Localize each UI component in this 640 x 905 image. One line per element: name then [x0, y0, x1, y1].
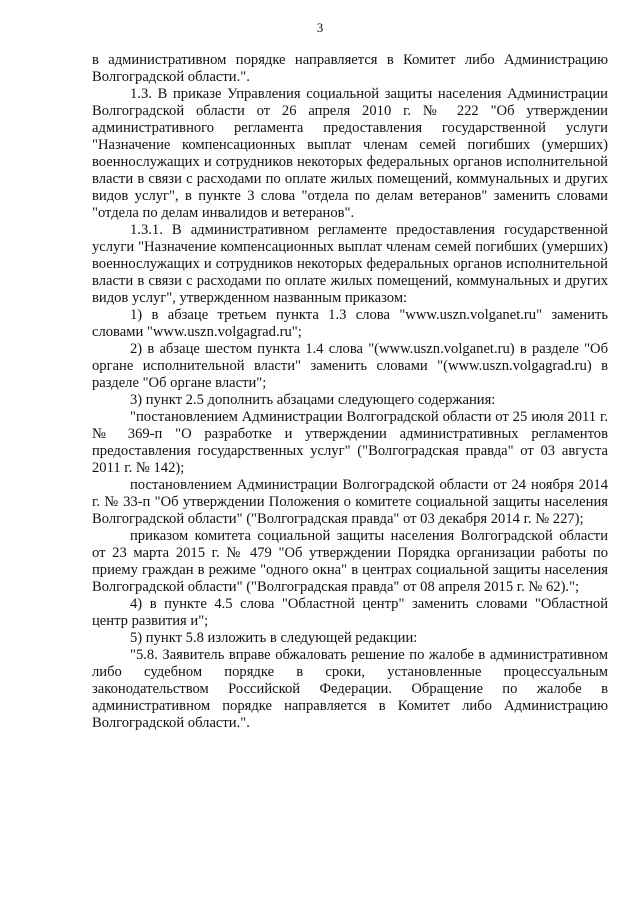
- paragraph-1-3: 1.3. В приказе Управления социальной защиты населения Администрации Волгоградской области от 26 апреля 2010 г. № 222 "Об утверждении административного регламента предоставления государственной услуги "Назначение компенсационных выплат членам семей погибших (умерших) военнослужащих и сотрудников некоторых федеральных органов исполнительной власти в связи с расходами по оплате жилых помещений, коммунальных и других видов услуг", в пункте 3 слова "отдела по делам ветеранов" заменить словами "отдела по делам инвалидов и ветеранов".: [92, 86, 608, 221]
- quoted-paragraph-1: "постановлением Администрации Волгоградской области от 25 июля 2011 г. № 369-п "О разработке и утверждении административных регламентов предоставления государственных услуг" ("Волгоградская правда" от 03 августа 2011 г. № 142);: [92, 409, 608, 476]
- list-item-2: 2) в абзаце шестом пункта 1.4 слова "(www.uszn.volganet.ru) в разделе "Об органе исполнительной власти" заменить словами "(www.uszn.volgagrad.ru) в разделе "Об органе власти";: [92, 341, 608, 391]
- list-item-5: 5) пункт 5.8 изложить в следующей редакции:: [130, 630, 418, 646]
- document-body: [92, 52, 608, 732]
- page-number: 3: [316, 20, 324, 35]
- quoted-paragraph-5-8: "5.8. Заявитель вправе обжаловать решение по жалобе в административном либо судебном порядке в сроки, установленные процессуальным законодательством Российской Федерации. Обращение по жалобе в административном порядке направляется в Комитет либо Администрацию Волгоградской области.".: [92, 647, 608, 731]
- paragraph-1-3-1: 1.3.1. В административном регламенте предоставления государственной услуги "Назначение компенсационных выплат членам семей погибших (умерших) военнослужащих и сотрудников некоторых федеральных органов исполнительной власти в связи с расходами по оплате жилых помещений, коммунальных и других видов услуг", утвержденном названным приказом:: [92, 222, 608, 306]
- list-item-1: 1) в абзаце третьем пункта 1.3 слова "www.uszn.volganet.ru" заменить словами "www.uszn.volgagrad.ru";: [92, 307, 608, 340]
- list-item-3: 3) пункт 2.5 дополнить абзацами следующего содержания:: [130, 392, 496, 408]
- list-item-4: 4) в пункте 4.5 слова "Областной центр" заменить словами "Областной центр развития и";: [92, 596, 608, 629]
- quoted-paragraph-3: приказом комитета социальной защиты населения Волгоградской области от 23 марта 2015 г. № 479 "Об утверждении Порядка организации работы по приему граждан в режиме "одного окна" в центрах социальной защиты населения Волгоградской области" ("Волгоградская правда" от 08 апреля 2015 г. № 62).";: [92, 528, 608, 595]
- quoted-paragraph-2: постановлением Администрации Волгоградской области от 24 ноября 2014 г. № 33-п "Об утверждении Положения о комитете социальной защиты населения Волгоградской области" ("Волгоградская правда" от 03 декабря 2014 г. № 227);: [92, 477, 608, 527]
- paragraph-continuation: в административном порядке направляется в Комитет либо Администрацию Волгоградской области.".: [92, 52, 608, 85]
